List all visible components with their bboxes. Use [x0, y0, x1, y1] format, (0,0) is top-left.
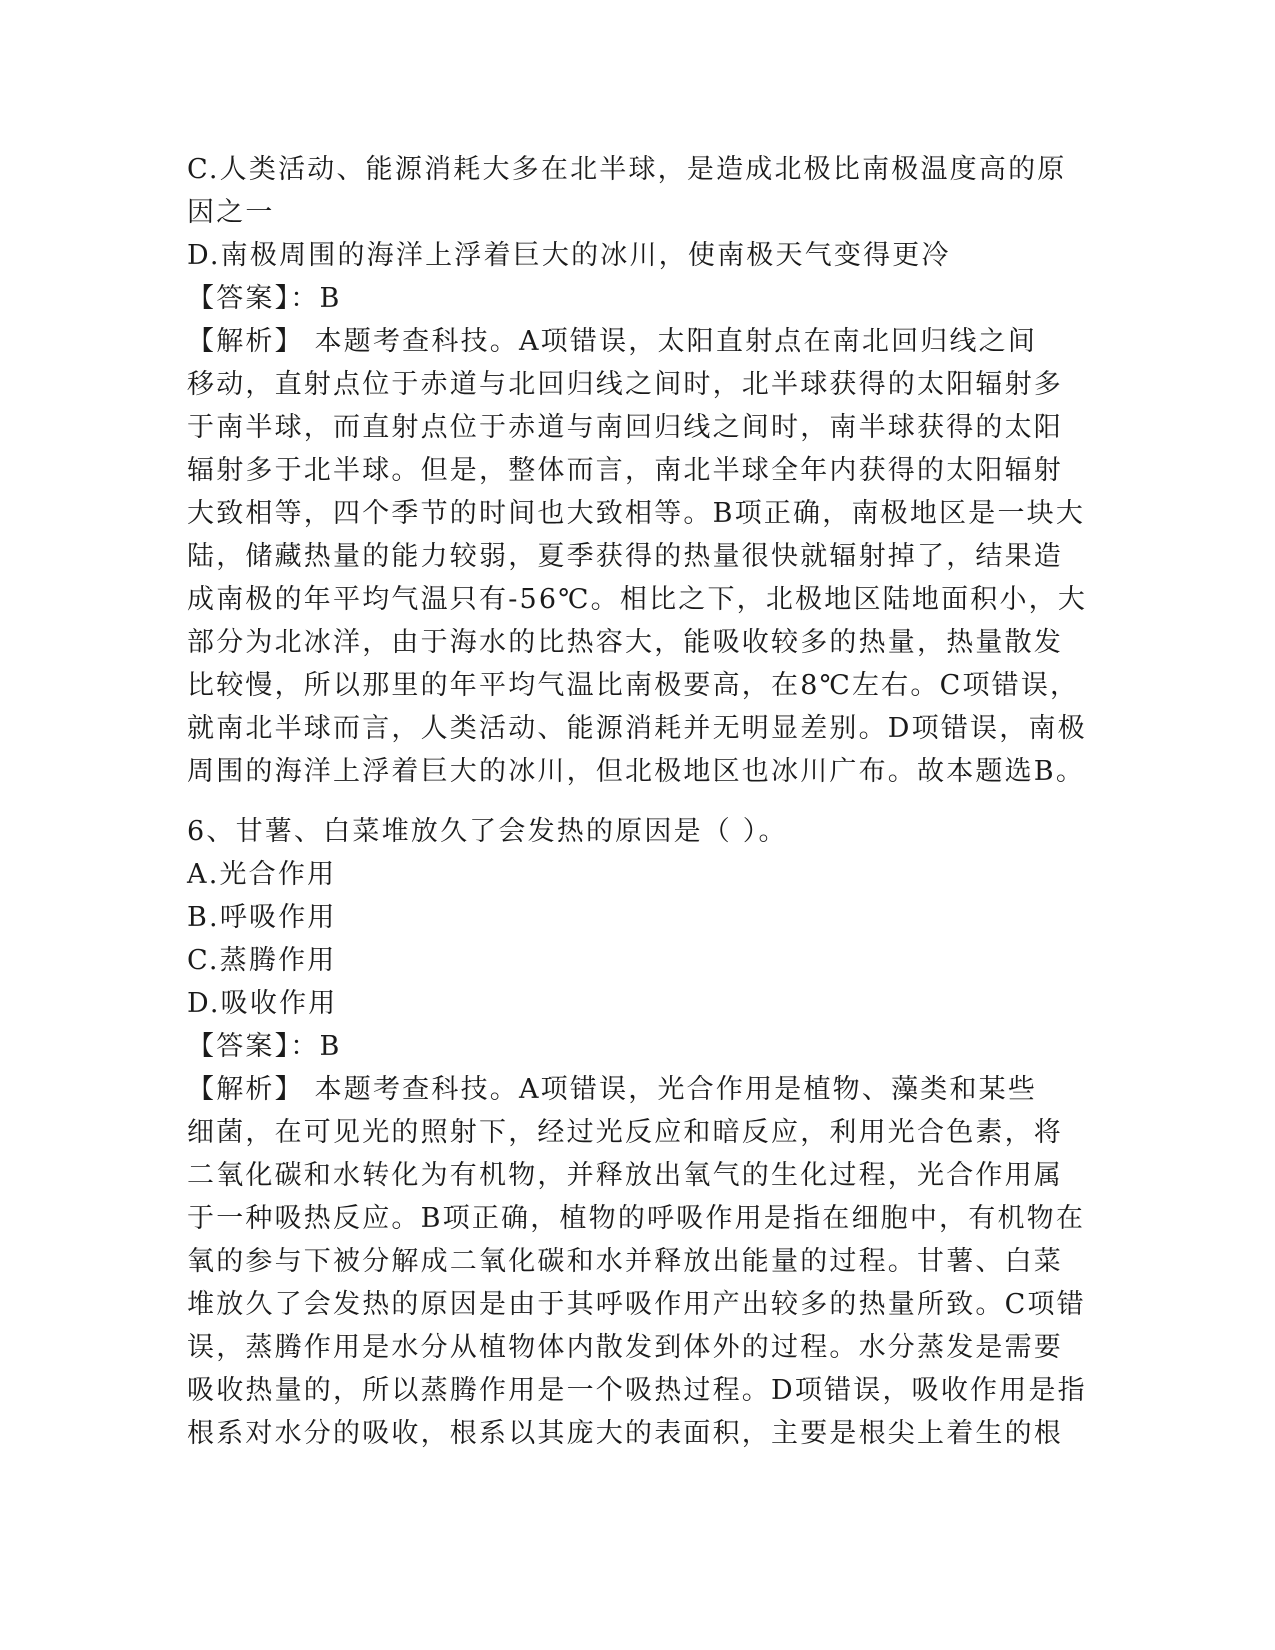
text-line: 陆，储藏热量的能力较弱，夏季获得的热量很快就辐射掉了，结果造: [187, 541, 1063, 572]
q5-option-c: [187, 148, 1077, 234]
text-line: 氧的参与下被分解成二氧化碳和水并释放出能量的过程。甘薯、白菜: [187, 1246, 1063, 1277]
text-line: 比较慢，所以那里的年平均气温比南极要高，在8℃左右。C项错误，: [187, 670, 1080, 701]
text-line: 部分为北冰洋，由于海水的比热容大，能吸收较多的热量，热量散发: [187, 627, 1063, 658]
text-line: 误，蒸腾作用是水分从植物体内散发到体外的过程。水分蒸发是需要: [187, 1332, 1063, 1363]
question-gap: [187, 793, 1077, 810]
text-line: 根系对水分的吸收，根系以其庞大的表面积，主要是根尖上着生的根: [187, 1418, 1063, 1449]
text-line: 【解析】 本题考查科技。A项错误，光合作用是植物、藻类和某些: [187, 1074, 1038, 1105]
option-b: B.呼吸作用: [187, 902, 337, 933]
q5-answer: 【答案】：B: [187, 283, 342, 314]
text-line: 就南北半球而言，人类活动、能源消耗并无明显差别。D项错误，南极: [187, 713, 1087, 744]
q6-options: [187, 853, 1077, 1025]
option-d: D.吸收作用: [187, 988, 338, 1019]
q6-stem: 6、甘薯、白菜堆放久了会发热的原因是（ ）。: [187, 816, 788, 847]
text-line: 堆放久了会发热的原因是由于其呼吸作用产出较多的热量所致。C项错: [187, 1289, 1086, 1320]
text-line: 细菌，在可见光的照射下，经过光反应和暗反应，利用光合色素，将: [187, 1117, 1063, 1148]
text-line: 因之一: [187, 197, 275, 228]
text-line: 移动，直射点位于赤道与北回归线之间时，北半球获得的太阳辐射多: [187, 369, 1063, 400]
option-a: A.光合作用: [187, 859, 337, 890]
q5-analysis: [187, 320, 1088, 793]
text-line: 大致相等，四个季节的时间也大致相等。B项正确，南极地区是一块大: [187, 498, 1086, 529]
text-line: 辐射多于北半球。但是，整体而言，南北半球全年内获得的太阳辐射: [187, 455, 1063, 486]
text-line: 周围的海洋上浮着巨大的冰川，但北极地区也冰川广布。故本题选B。: [187, 756, 1086, 787]
q5-option-d: D.南极周围的海洋上浮着巨大的冰川，使南极天气变得更冷: [187, 240, 951, 271]
page-content: [187, 148, 1088, 1455]
option-c: C.蒸腾作用: [187, 945, 337, 976]
text-line: 成南极的年平均气温只有-56℃。相比之下，北极地区陆地面积小，大: [187, 584, 1088, 615]
text-line: 于一种吸热反应。B项正确，植物的呼吸作用是指在细胞中，有机物在: [187, 1203, 1086, 1234]
q6-answer: 【答案】：B: [187, 1031, 342, 1062]
text-line: C.人类活动、能源消耗大多在北半球，是造成北极比南极温度高的原: [187, 154, 1067, 185]
text-line: 二氧化碳和水转化为有机物，并释放出氧气的生化过程，光合作用属: [187, 1160, 1063, 1191]
q6-analysis: [187, 1068, 1087, 1455]
text-line: 吸收热量的，所以蒸腾作用是一个吸热过程。D项错误，吸收作用是指: [187, 1375, 1087, 1406]
text-line: 【解析】 本题考查科技。A项错误，太阳直射点在南北回归线之间: [187, 326, 1038, 357]
text-line: 于南半球，而直射点位于赤道与南回归线之间时，南半球获得的太阳: [187, 412, 1063, 443]
